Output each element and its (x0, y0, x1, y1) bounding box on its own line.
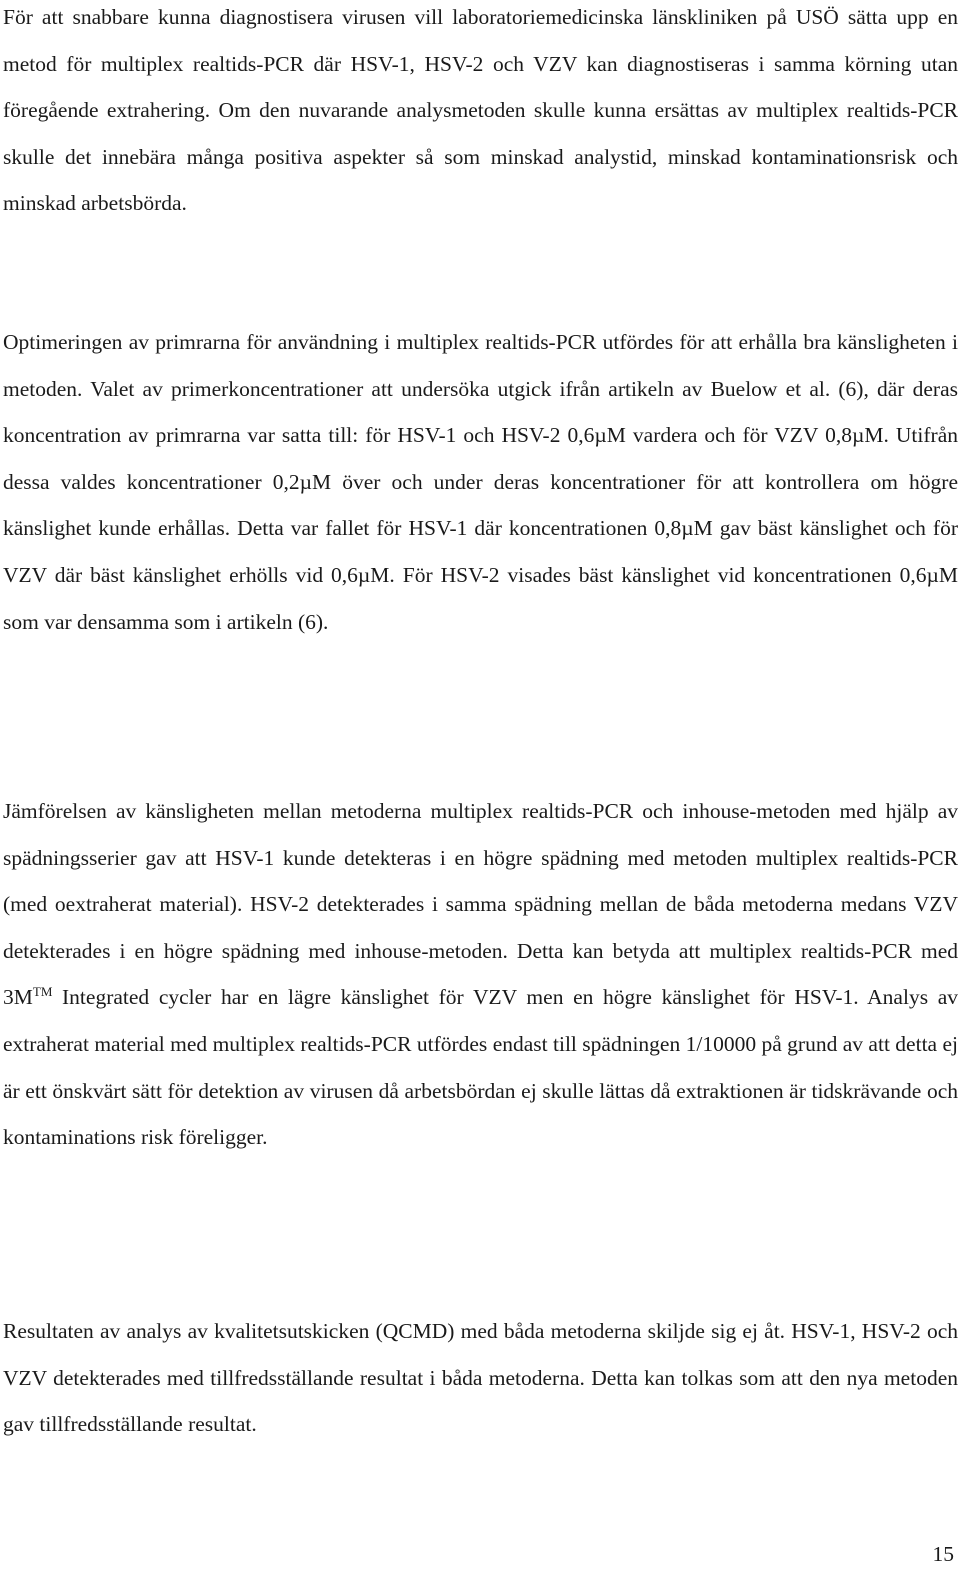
page-number: 15 (932, 1542, 954, 1566)
trademark-superscript: TM (32, 984, 53, 1000)
paragraph-sensitivity-text-a: Jämförelsen av känsligheten mellan metoderna multiplex realtids-PCR och inhouse-metoden med hjälp av spädningsserier gav att HSV-1 kunde detekteras i en högre spädning med metoden multiplex realtids-PCR (med oextraherat material). HSV-2 detekterades i samma spädning mellan de båda metoderna medans VZV detekterades i en högre spädning med inhouse-metoden. Detta kan betyda att multiplex realtids-PCR med 3M (3, 799, 958, 1010)
paragraph-intro: För att snabbare kunna diagnostisera virusen vill laboratoriemedicinska länskliniken på USÖ sätta upp en metod för multiplex realtids-PCR där HSV-1, HSV-2 och VZV kan diagnostiseras i samma körning utan föregående extrahering. Om den nuvarande analysmetoden skulle kunna ersättas av multiplex realtids-PCR skulle det innebära många positiva aspekter så som minskad analystid, minskad kontaminationsrisk och minskad arbetsbörda. (3, 5, 958, 216)
paragraph-qcmd-results: Resultaten av analys av kvalitetsutskicken (QCMD) med båda metoderna skiljde sig ej åt. HSV-1, HSV-2 och VZV detekterades med tillfredsställande resultat i båda metoderna. Detta kan tolkas som att den nya metoden gav tillfredsställande resultat. (3, 1319, 958, 1437)
paragraph-primer-optimization: Optimeringen av primrarna för användning i multiplex realtids-PCR utfördes för att erhålla bra känsligheten i metoden. Valet av primerkoncentrationer att undersöka utgick ifrån artikeln av Buelow et al. (6), där deras koncentration av primrarna var satta till: för HSV-1 och HSV-2 0,6µM vardera och för VZV 0,8µM. Utifrån dessa valdes koncentrationer 0,2µM över och under deras koncentrationer för att kontrollera om högre känslighet kunde erhållas. Detta var fallet för HSV-1 där koncentrationen 0,8µM gav bäst känslighet och för VZV där bäst känslighet erhölls vid 0,6µM. För HSV-2 visades bäst känslighet vid koncentrationen 0,6µM som var densamma som i artikeln (6). (3, 330, 958, 634)
paragraph-sensitivity-comparison (3, 788, 958, 1161)
paragraph-sensitivity-text-b: Integrated cycler har en lägre känslighet för VZV men en högre känslighet för HSV-1. Analys av extraherat material med multiplex realtids-PCR utfördes endast till spädningen 1/10000 på grund av att detta ej är ett önskvärt sätt för detektion av virusen då arbetsbördan ej skulle lättas då extraktionen är tidskrävande och kontaminations risk föreligger. (3, 985, 958, 1150)
